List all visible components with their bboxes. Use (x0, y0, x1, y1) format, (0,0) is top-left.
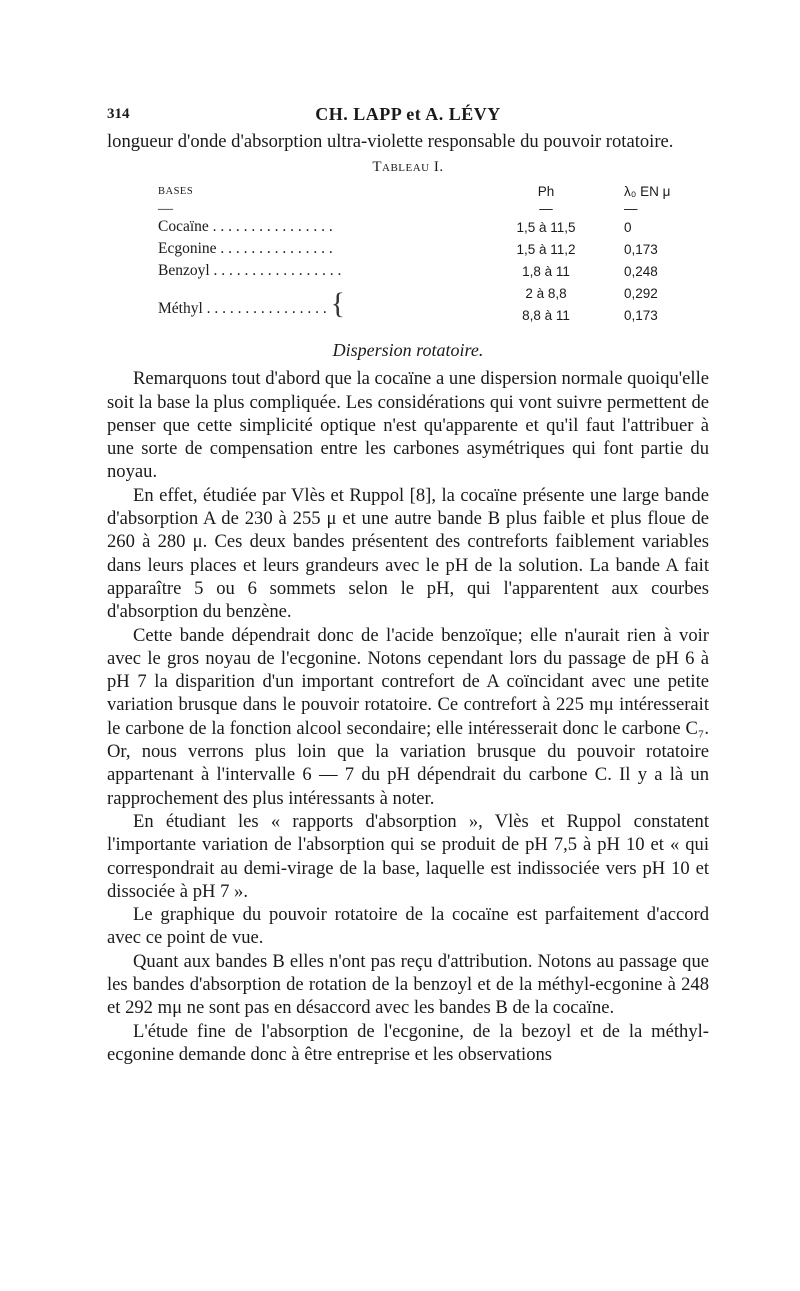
table-cell-lambda: 0 (624, 219, 632, 235)
table-cell-base: Ecgonine . . . . . . . . . . . . . . . (158, 240, 333, 258)
paragraph: Quant aux bandes B elles n'ont pas reçu d'attribution. Notons au passage que les bandes d'absorption de rotation de la benzoyl et de la méthyl-ecgonine à 248 et 292 mμ ne sont pas en désaccord avec les bandes B de la cocaïne. (107, 950, 709, 1019)
running-title: CH. LAPP et A. LÉVY (315, 104, 501, 124)
table-dash-row (158, 202, 670, 216)
table-cell-lambda: 0,173 (624, 307, 658, 323)
paragraph: Cette bande dépendrait donc de l'acide benzoïque; elle n'aurait rien à voir avec le gros noyau de l'ecgonine. Notons cependant lors du passage de pH 6 à pH 7 la disparition d'un important contrefort de A coïncidant avec une petite variation brusque dans le pouvoir rotatoire. Ce contrefort à 225 mμ intéresserait le carbone de la fonction alcool secondaire; elle intéresserait donc le carbone C₇. Or, nous verrons plus loin que la variation brusque du pouvoir rotatoire appartenant à l'intervalle 6 — 7 du pH dépendrait du carbone C. Il y a là un rapprochement des plus intéressants à noter. (107, 624, 709, 809)
table-cell-ph: 1,5 à 11,5 (516, 219, 576, 235)
table-cell-lambda: 0,173 (624, 241, 658, 257)
paragraph: En étudiant les « rapports d'absorption », Vlès et Ruppol constatent l'importante variation de l'absorption qui se produit de pH 7,5 à pH 10 et « qui correspondrait au demi-virage de la base, laquelle est indissociée vers pH 10 et dissociée à pH 7 ». (107, 810, 709, 902)
header-bases: BASES (158, 185, 194, 197)
table-cell-ph: 2 à 8,8 (525, 285, 567, 301)
table-row (158, 216, 670, 238)
header-lambda: λ₀ EN μ (624, 183, 671, 199)
header-ph: Ph (537, 183, 555, 199)
brace: { (330, 287, 346, 321)
table-cell-ph: 1,8 à 11 (522, 263, 570, 279)
page-header (107, 100, 709, 130)
table-header-row (158, 180, 670, 202)
table-row-methyl (158, 282, 670, 304)
table-row (158, 260, 670, 282)
dash: — (624, 201, 638, 217)
dash: — (539, 201, 553, 217)
paragraph: En effet, étudiée par Vlès et Ruppol [8], la cocaïne présente une large bande d'absorption A de 230 à 255 μ et une autre bande B plus faible et plus floue de 260 à 280 μ. Ces deux bandes présentent des contreforts faiblement variables dans leurs places et leurs grandeurs avec le pH de la solution. La bande A fait apparaître 5 ou 6 sommets selon le pH, qui l'apparentent aux courbes d'absorption du benzène. (107, 484, 709, 623)
table-cell-base: Méthyl . . . . . . . . . . . . . . . . { (158, 287, 346, 321)
table-cell-ph: 8,8 à 11 (522, 307, 570, 323)
table-cell-base: Cocaïne . . . . . . . . . . . . . . . . (158, 218, 333, 236)
paragraph: L'étude fine de l'absorption de l'ecgonine, de la bezoyl et de la méthyl-ecgonine demande donc à être entreprise et les observations (107, 1020, 709, 1065)
table-cell-base: Benzoyl . . . . . . . . . . . . . . . . . (158, 262, 342, 280)
paragraph: Le graphique du pouvoir rotatoire de la cocaïne est parfaitement d'accord avec ce point de vue. (107, 904, 709, 949)
page (107, 100, 709, 1066)
section-title: Dispersion rotatoire. (332, 340, 484, 361)
table-cell-lambda: 0,248 (624, 263, 658, 279)
intro-text: longueur d'onde d'absorption ultra-violette responsable du pouvoir rotatoire. (107, 131, 674, 152)
table-cell-lambda: 0,292 (624, 285, 658, 301)
paragraph: Remarquons tout d'abord que la cocaïne a une dispersion normale quoiqu'elle soit la base la plus compliquée. Les considérations qui vont suivre permettent de penser que cette simplicité optique n'est qu'apparente et qu'il faut l'attribuer à une sorte de compensation entre les carbones asymétriques qui font partie du noyau. (107, 368, 709, 483)
dash: — (158, 201, 173, 218)
table-cell-ph: 1,5 à 11,2 (516, 241, 576, 257)
table-title: Tableau I. (372, 159, 444, 176)
table-row (158, 238, 670, 260)
data-table (158, 180, 670, 326)
page-number: 314 (107, 106, 130, 122)
